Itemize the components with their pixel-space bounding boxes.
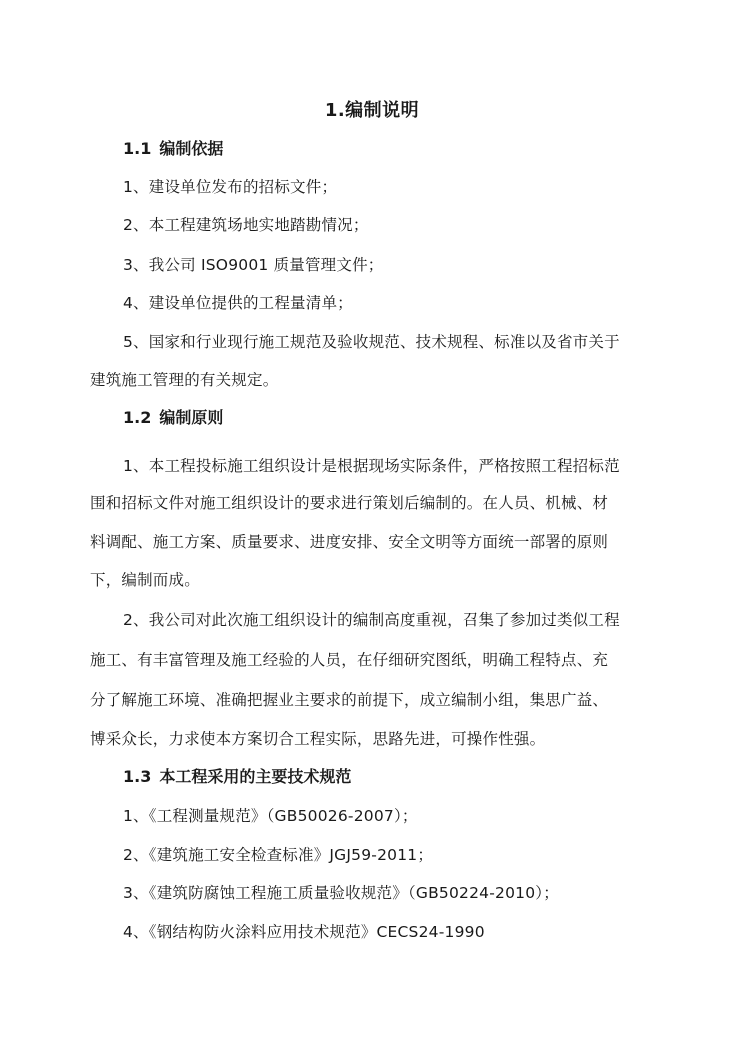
standard-item-1: 1、《工程测量规范》（GB50026-2007）；: [123, 807, 418, 825]
section-title: 编制依据: [159, 139, 224, 158]
section-title: 本工程采用的主要技术规范: [159, 767, 352, 786]
principle-2-line-4: 博采众长，力求使本方案切合工程实际，思路先进，可操作性强。: [90, 730, 546, 748]
title-number: 1: [324, 100, 338, 121]
section-heading-1-1: [123, 138, 223, 160]
principle-2-line-2: 施工、有丰富管理及施工经验的人员，在仔细研究图纸，明确工程特点、充: [90, 651, 609, 669]
basis-item-5-line-2: 建筑施工管理的有关规定。: [90, 371, 279, 389]
principle-1-line-2: 围和招标文件对施工组织设计的要求进行策划后编制的。在人员、机械、材: [90, 494, 609, 512]
standard-item-2: 2、《建筑施工安全检查标准》JGJ59-2011；: [123, 846, 434, 864]
section-title: 编制原则: [159, 408, 224, 427]
basis-item-3: 3、我公司 ISO9001 质量管理文件；: [123, 256, 384, 274]
basis-item-2: 2、本工程建筑场地实地踏勘情况；: [123, 216, 369, 234]
section-heading-1-3: [123, 766, 351, 788]
section-number: 1.1: [123, 139, 152, 158]
basis-item-4: 4、建设单位提供的工程量清单；: [123, 294, 353, 312]
standard-item-3: 3、《建筑防腐蚀工程施工质量验收规范》（GB50224-2010）；: [123, 884, 559, 902]
principle-1-line-3: 料调配、施工方案、质量要求、进度安排、安全文明等方面统一部署的原则: [90, 533, 609, 551]
document-title: [0, 98, 744, 124]
title-text: .编制说明: [337, 100, 420, 121]
principle-2-line-1: 2、我公司对此次施工组织设计的编制高度重视，召集了参加过类似工程: [123, 611, 620, 629]
basis-item-5-line-1: 5、国家和行业现行施工规范及验收规范、技术规程、标准以及省市关于: [123, 333, 620, 351]
section-heading-1-2: [123, 407, 223, 429]
principle-1-line-1: 1、本工程投标施工组织设计是根据现场实际条件，严格按照工程招标范: [123, 457, 620, 475]
principle-2-line-3: 分了解施工环境、准确把握业主要求的前提下，成立编制小组，集思广益、: [90, 691, 609, 709]
section-number: 1.3: [123, 767, 152, 786]
standard-item-4: 4、《钢结构防火涂料应用技术规范》CECS24-1990: [123, 923, 485, 941]
principle-1-line-4: 下，编制而成。: [90, 571, 200, 589]
basis-item-1: 1、建设单位发布的招标文件；: [123, 178, 338, 196]
section-number: 1.2: [123, 408, 152, 427]
